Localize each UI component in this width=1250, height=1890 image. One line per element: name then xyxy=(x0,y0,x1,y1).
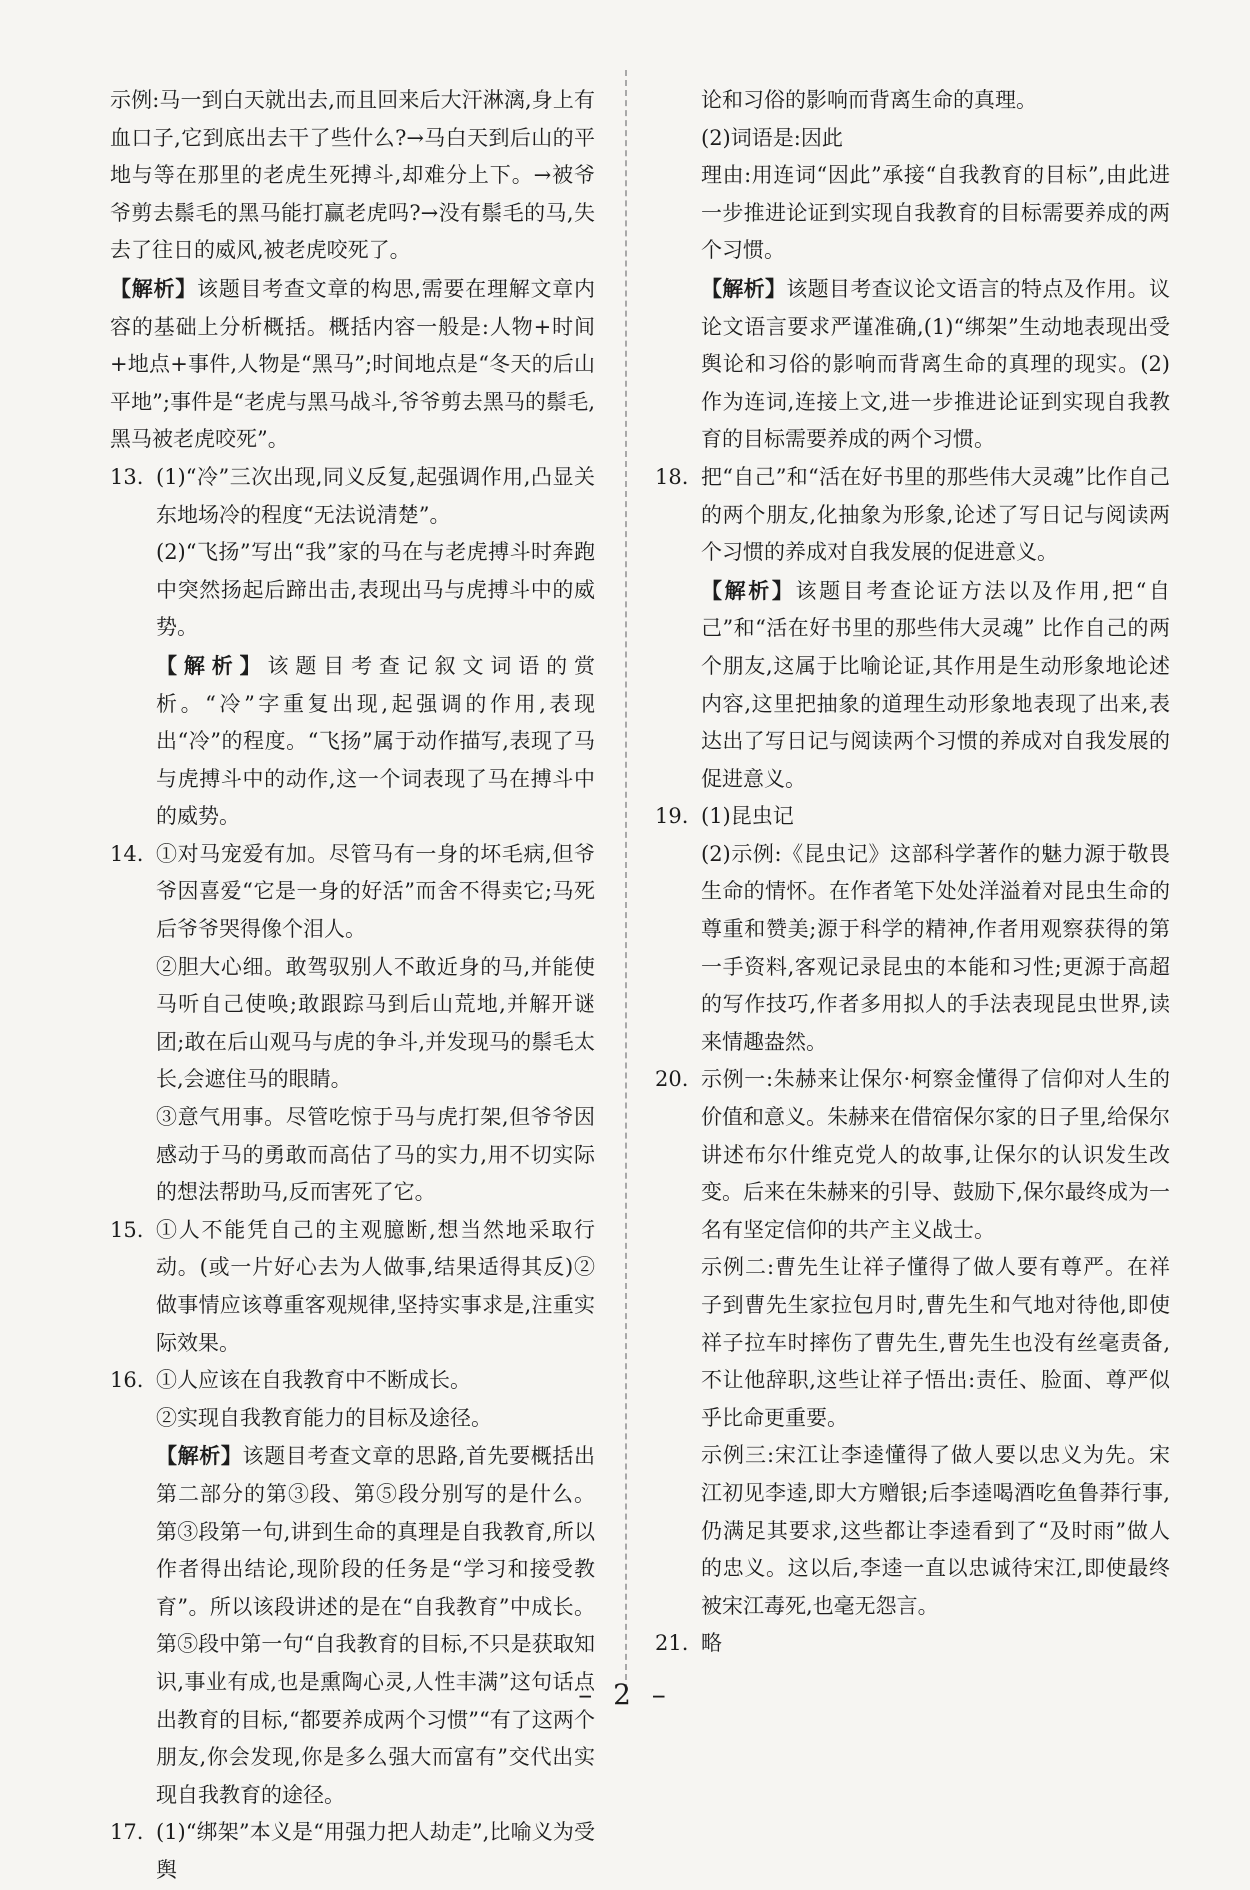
q18-analysis xyxy=(701,572,1170,799)
left-column xyxy=(110,82,595,1890)
answer-part-2: (2)示例:《昆虫记》这部科学著作的魅力源于敬畏生命的情怀。在作者笔下处处洋溢着对昆虫生命的尊重和赞美;源于科学的精神,作者用观察获得的第一手资料,客观记录昆虫的本能和习性;更源于高超的写作技巧,作者多用拟人的手法表现昆虫世界,读来情趣盎然。 xyxy=(701,841,1170,1054)
analysis-text: 该题目考查议论文语言的特点及作用。议论文语言要求严谨准确,(1)“绑架”生动地表现出受舆论和习俗的影响而背离生命的真理的现实。(2)作为连词,连接上文,进一步推进论证到实现自我教育的目标需要养成的两个习惯。 xyxy=(701,276,1171,452)
question-number: 16. xyxy=(110,1368,144,1393)
question-number: 15. xyxy=(110,1217,144,1242)
answer-part-1: ①对马宠爱有加。尽管马有一身的坏毛病,但爷爷因喜爱“它是一身的好活”而舍不得卖它;马死后爷爷哭得像个泪人。 xyxy=(156,841,595,942)
answer-part-2: ②实现自我教育能力的目标及途径。 xyxy=(156,1405,492,1430)
example-1: 示例一:朱赫来让保尔·柯察金懂得了信仰对人生的价值和意义。朱赫来在借宿保尔家的日子里,给保尔讲述布尔什维克党人的故事,让保尔的认识发生改变。后来在朱赫来的引导、鼓励下,保尔最终成为一名有坚定信仰的共产主义战士。 xyxy=(701,1067,1170,1242)
question-number: 21. xyxy=(655,1631,689,1656)
analysis-tag: 【解析】 xyxy=(701,577,796,603)
answer-reason: 理由:用连词“因此”承接“自我教育的目标”,由此进一步推进论证到实现自我教育的目标需要养成的两个习惯。 xyxy=(701,163,1170,263)
answer-part-3: ③意气用事。尽管吃惊于马与虎打架,但爷爷因感动于马的勇敢而高估了马的实力,用不切实际的想法帮助马,反而害死了它。 xyxy=(156,1105,595,1205)
question-number: 13. xyxy=(110,464,144,489)
question-13 xyxy=(110,459,595,836)
answer-part-1: 略 xyxy=(701,1631,722,1656)
question-17-continued xyxy=(655,82,1170,459)
answer-part-2: (2)词语是:因此 xyxy=(701,125,843,150)
question-number: 14. xyxy=(110,841,144,866)
question-20 xyxy=(655,1061,1170,1625)
q16-analysis xyxy=(156,1437,595,1814)
answer-part-1: ①人不能凭自己的主观臆断,想当然地采取行动。(或一片好心去为人做事,结果适得其反)②做事情应该尊重客观规律,坚持实事求是,注重实际效果。 xyxy=(156,1217,595,1355)
q13-analysis xyxy=(156,647,595,836)
analysis-tag: 【解析】 xyxy=(156,1443,243,1469)
analysis-tag: 【解析】 xyxy=(701,275,787,301)
question-21 xyxy=(655,1625,1170,1663)
answer-part-1: (1)“绑架”本义是“用强力把人劫走”,比喻义为受舆 xyxy=(156,1820,595,1882)
question-16 xyxy=(110,1362,595,1814)
question-17 xyxy=(110,1814,595,1889)
right-column xyxy=(655,82,1170,1663)
question-number: 18. xyxy=(655,464,689,489)
answer-continued: 论和习俗的影响而背离生命的真理。 xyxy=(701,88,1037,112)
answer-part-1: (1)昆虫记 xyxy=(701,804,794,829)
question-18 xyxy=(655,459,1170,798)
example-3: 示例三:宋江让李逵懂得了做人要以忠义为先。宋江初见李逵,即大方赠银;后李逵喝酒吃鱼鲁莽行事,仍满足其要求,这些都让李逵看到了“及时雨”做人的忠义。这以后,李逵一直以忠诚待宋江,即使最终被宋江毒死,也毫无怨言。 xyxy=(701,1443,1170,1618)
analysis-text: 该题目考查文章的思路,首先要概括出第二部分的第③段、第⑤段分别写的是什么。第③段第一句,讲到生命的真理是自我教育,所以作者得出结论,现阶段的任务是“学习和接受教育”。所以该段讲述的是在“自我教育”中成长。第⑤段中第一句“自我教育的目标,不只是获取知识,事业有成,也是熏陶心灵,人性丰满”这句话点出教育的目标,“都要养成两个习惯”“有了这两个朋友,你会发现,你是多么强大而富有”交代出实现自我教育的途径。 xyxy=(156,1444,595,1807)
column-divider xyxy=(625,70,627,1690)
answer-part-2: (2)“飞扬”写出“我”家的马在与老虎搏斗时奔跑中突然扬起后蹄出击,表现出马与虎搏斗中的威势。 xyxy=(156,540,595,640)
answer-part-1: 把“自己”和“活在好书里的那些伟大灵魂”比作自己的两个朋友,化抽象为形象,论述了写日记与阅读两个习惯的养成对自我发展的促进意义。 xyxy=(701,464,1170,565)
analysis-text: 该题目考查文章的构思,需要在理解文章内容的基础上分析概括。概括内容一般是:人物+时间+地点+事件,人物是“黑马”;时间地点是“冬天的后山平地”;事件是“老虎与黑马战斗,爷爷剪去黑马的鬃毛,黑马被老虎咬死”。 xyxy=(110,276,595,452)
question-15 xyxy=(110,1212,595,1362)
answer-part-2: ②胆大心细。敢驾驭别人不敢近身的马,并能使马听自己使唤;敢跟踪马到后山荒地,并解开谜团;敢在后山观马与虎的争斗,并发现马的鬃毛太长,会遮住马的眼睛。 xyxy=(156,954,595,1092)
q17-analysis xyxy=(701,270,1170,459)
answer-part-1: ①人应该在自我教育中不断成长。 xyxy=(156,1368,471,1393)
q12-example: 示例:马一到白天就出去,而且回来后大汗淋漓,身上有血口子,它到底出去干了些什么?→马白天到后山的平地与等在那里的老虎生死搏斗,却难分上下。→被爷爷剪去鬃毛的黑马能打赢老虎吗?→没有鬃毛的马,失去了往日的威风,被老虎咬死了。 xyxy=(110,88,595,263)
analysis-text: 该题目考查记叙文词语的赏析。“冷”字重复出现,起强调的作用,表现出“冷”的程度。“飞扬”属于动作描写,表现了马与虎搏斗中的动作,这一个词表现了马在搏斗中的威势。 xyxy=(156,653,596,829)
example-2: 示例二:曹先生让祥子懂得了做人要有尊严。在祥子到曹先生家拉包月时,曹先生和气地对待他,即使祥子拉车时摔伤了曹先生,曹先生也没有丝毫责备,不让他辞职,这些让祥子悟出:责任、脸面、尊严似乎比命更重要。 xyxy=(701,1255,1170,1430)
question-19 xyxy=(655,798,1170,1061)
question-number: 17. xyxy=(110,1820,144,1845)
question-14 xyxy=(110,836,595,1212)
answer-part-1: (1)“冷”三次出现,同义反复,起强调作用,凸显关东地场冷的程度“无法说清楚”。 xyxy=(156,464,595,527)
question-number: 20. xyxy=(655,1067,689,1092)
analysis-tag: 【解析】 xyxy=(110,275,197,301)
analysis-text: 该题目考查论证方法以及作用,把“自己”和“活在好书里的那些伟大灵魂” 比作自己的两个朋友,这属于比喻论证,其作用是生动形象地论述内容,这里把抽象的道理生动形象地表现了出来,表达出了写日记与阅读两个习惯的养成对自我发展的促进意义。 xyxy=(701,578,1170,791)
question-number: 19. xyxy=(655,804,689,829)
q12-analysis xyxy=(110,270,595,459)
page-number: – 2 – xyxy=(578,1678,672,1711)
analysis-tag: 【解析】 xyxy=(156,652,268,678)
